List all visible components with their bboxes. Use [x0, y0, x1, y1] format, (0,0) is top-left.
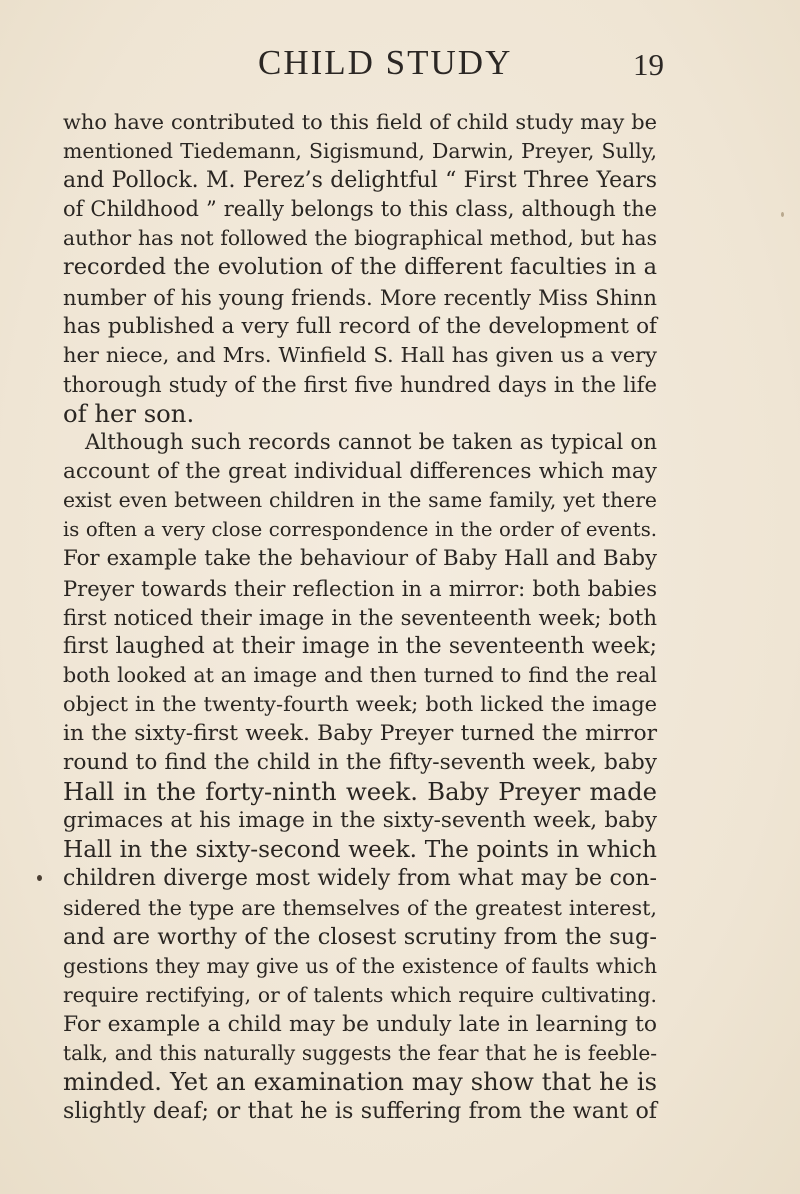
text-line: Although such records cannot be taken as typical on	[85, 430, 657, 456]
text-line: has published a very full record of the development of	[63, 313, 657, 339]
text-line: For example take the behaviour of Baby Hall and Baby	[63, 546, 657, 572]
text-line: exist even between children in the same family, yet there	[63, 488, 657, 513]
text-line: her niece, and Mrs. Winfield S. Hall has given us a very	[63, 342, 657, 367]
paper-speck	[781, 212, 784, 217]
body-text	[63, 108, 657, 1126]
ink-speck	[37, 875, 42, 881]
text-line: both looked at an image and then turned to find the real	[63, 662, 657, 687]
text-line: account of the great individual differences which may	[63, 459, 657, 485]
text-line: who have contributed to this field of child study may be	[63, 110, 657, 134]
text-line: first noticed their image in the seventeenth week; both	[63, 604, 657, 630]
text-line: mentioned Tiedemann, Sigismund, Darwin, Preyer, Sully,	[63, 139, 657, 164]
text-line: of Childhood ” really belongs to this class, although the	[63, 197, 657, 222]
text-line: object in the twenty-fourth week; both licked the image	[63, 691, 657, 716]
text-line: recorded the evolution of the different faculties in a	[63, 254, 657, 281]
text-line: and are worthy of the closest scrutiny from the sug-	[63, 923, 657, 950]
text-line: and Pollock. M. Perez’s delightful “ First Three Years	[63, 168, 657, 194]
text-line: require rectifying, or of talents which require cultivating.	[63, 982, 657, 1007]
text-line: Preyer towards their reflection in a mirror: both babies	[63, 575, 657, 601]
text-line: Hall in the forty-ninth week. Baby Preyer made	[63, 777, 657, 807]
page-number: 19	[633, 47, 664, 82]
text-line: children diverge most widely from what may be con-	[63, 865, 657, 892]
paragraph	[63, 428, 657, 1126]
text-line: thorough study of the first five hundred days in the life	[63, 371, 657, 397]
text-line: sidered the type are themselves of the greatest interest,	[63, 895, 657, 920]
text-line: is often a very close correspondence in the order of events.	[63, 518, 657, 542]
text-line: minded. Yet an examination may show that he is	[63, 1068, 657, 1097]
running-head	[0, 38, 800, 88]
text-line: in the sixty-first week. Baby Preyer turned the mirror	[63, 720, 657, 746]
running-title: CHILD STUDY	[258, 43, 513, 82]
text-line: grimaces at his image in the sixty-seventh week, baby	[63, 808, 657, 834]
paragraph	[63, 108, 657, 428]
text-line: slightly deaf; or that he is suffering from the want of	[63, 1098, 657, 1125]
text-line: number of his young friends. More recently Miss Shinn	[63, 284, 657, 310]
text-line: Hall in the sixty-second week. The points in which	[63, 836, 657, 864]
text-line: of her son.	[63, 398, 195, 428]
text-line: author has not followed the biographical method, but has	[63, 226, 657, 251]
text-line: first laughed at their image in the seventeenth week;	[63, 633, 657, 659]
text-line: For example a child may be unduly late in learning to	[63, 1011, 657, 1037]
text-line: gestions they may give us of the existence of faults which	[63, 953, 657, 978]
text-line: talk, and this naturally suggests the fear that he is feeble-	[63, 1041, 657, 1065]
text-line: round to find the child in the fifty-seventh week, baby	[63, 750, 657, 776]
